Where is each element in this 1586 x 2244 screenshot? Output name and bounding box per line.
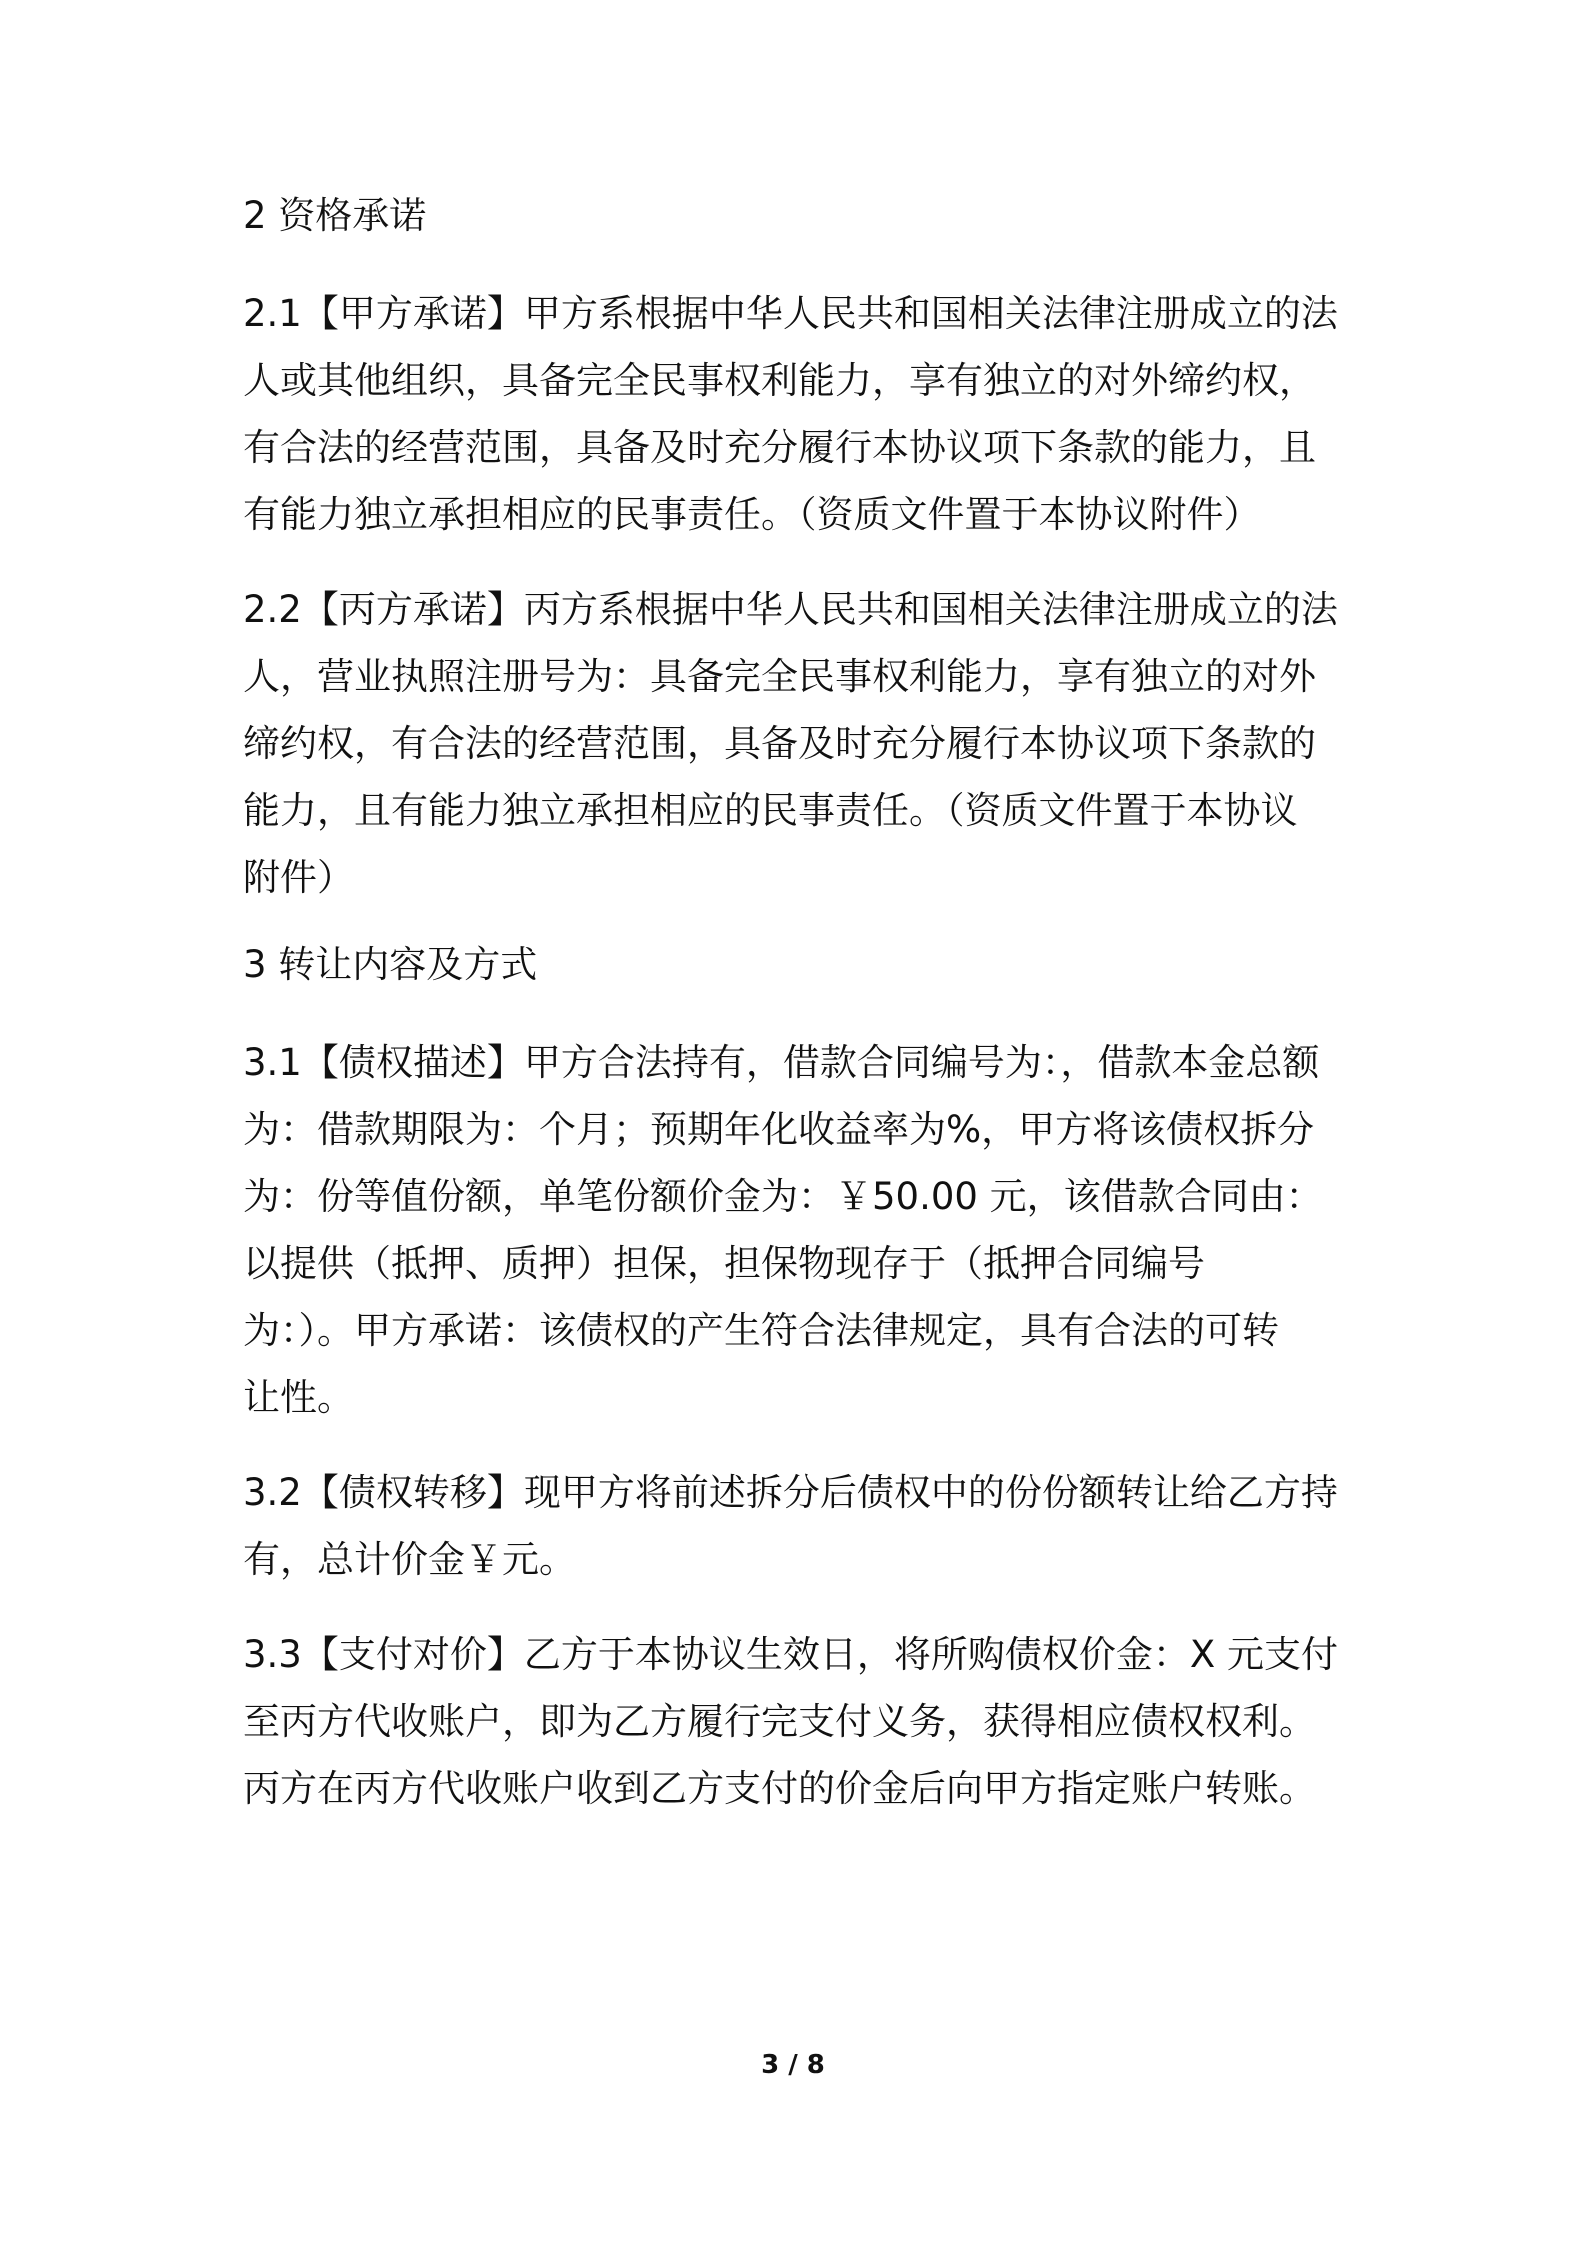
section-heading-3: 3 转让内容及方式 bbox=[243, 943, 538, 986]
clause-2-2 bbox=[243, 576, 1355, 911]
clause-3-2 bbox=[243, 1459, 1355, 1593]
clause-line: 2.2【丙方承诺】丙方系根据中华人民共和国相关法律注册成立的法 bbox=[243, 588, 1338, 631]
clause-2-1 bbox=[243, 280, 1355, 548]
clause-line: 附件） bbox=[243, 856, 354, 899]
clause-line: 人，营业执照注册号为：具备完全民事权利能力，享有独立的对外 bbox=[243, 655, 1316, 698]
page-number: 3 / 8 bbox=[761, 2050, 825, 2080]
clause-line: 为：借款期限为：个月；预期年化收益率为%，甲方将该债权拆分 bbox=[243, 1108, 1315, 1151]
clause-line: 2.1【甲方承诺】甲方系根据中华人民共和国相关法律注册成立的法 bbox=[243, 292, 1338, 335]
clause-line: 丙方在丙方代收账户收到乙方支付的价金后向甲方指定账户转账。 bbox=[243, 1767, 1316, 1810]
clause-line: 至丙方代收账户，即为乙方履行完支付义务，获得相应债权权利。 bbox=[243, 1700, 1316, 1743]
clause-line: 3.2【债权转移】现甲方将前述拆分后债权中的份份额转让给乙方持 bbox=[243, 1471, 1338, 1514]
document-body bbox=[243, 190, 1355, 1850]
clause-line: 为：）。甲方承诺：该债权的产生符合法律规定，具有合法的可转 bbox=[243, 1309, 1279, 1352]
clause-line: 有合法的经营范围，具备及时充分履行本协议项下条款的能力，且 bbox=[243, 426, 1316, 469]
clause-3-3 bbox=[243, 1621, 1355, 1822]
clause-line: 人或其他组织，具备完全民事权利能力，享有独立的对外缔约权， bbox=[243, 359, 1316, 402]
clause-3-1 bbox=[243, 1029, 1355, 1431]
clause-line: 有，总计价金￥元。 bbox=[243, 1538, 576, 1581]
clause-line: 3.1【债权描述】甲方合法持有，借款合同编号为：，借款本金总额 bbox=[243, 1041, 1320, 1084]
clause-line: 以提供（抵押、质押）担保，担保物现存于（抵押合同编号 bbox=[243, 1242, 1205, 1285]
clause-line: 让性。 bbox=[243, 1376, 354, 1419]
clause-line: 能力，且有能力独立承担相应的民事责任。（资质文件置于本协议 bbox=[243, 789, 1298, 832]
section-heading-2: 2 资格承诺 bbox=[243, 194, 427, 237]
clause-line: 3.3【支付对价】乙方于本协议生效日，将所购债权价金：X 元支付 bbox=[243, 1633, 1338, 1676]
clause-line: 有能力独立承担相应的民事责任。（资质文件置于本协议附件） bbox=[243, 493, 1261, 536]
clause-line: 缔约权，有合法的经营范围，具备及时充分履行本协议项下条款的 bbox=[243, 722, 1316, 765]
clause-line: 为：份等值份额，单笔份额价金为：￥50.00 元，该借款合同由： bbox=[243, 1175, 1323, 1218]
